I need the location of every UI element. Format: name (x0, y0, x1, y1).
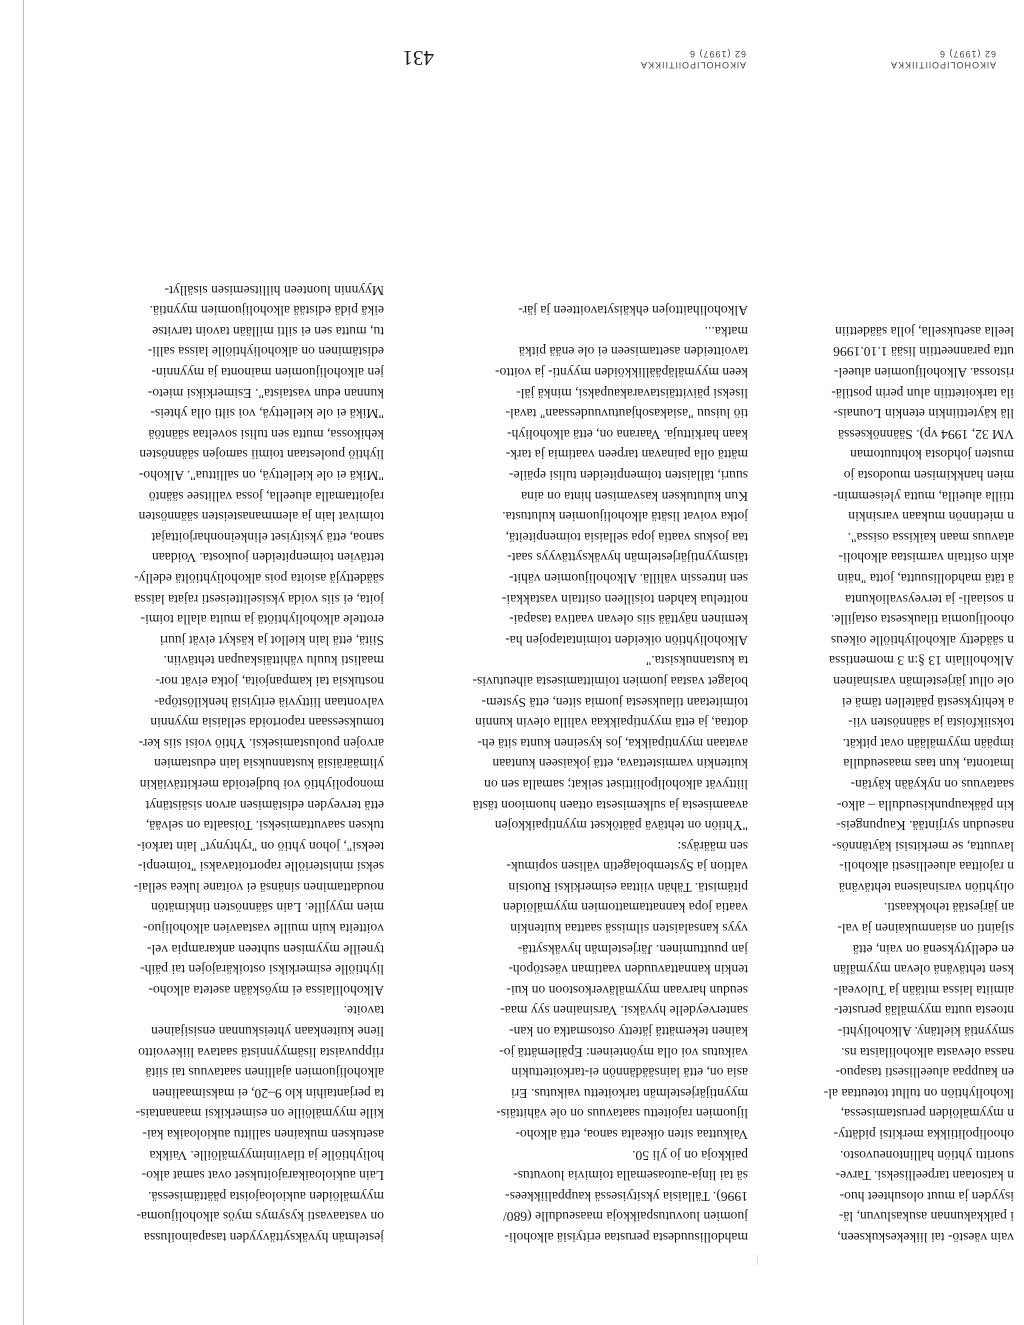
left-column-text: vain väestö- tai liikekeskukseen, i paikkakunnan asukasluvun, lä- isyyden ja muut olosuhteet huo- n katsotaan tarpeelliseksi. Tarve- suorittı yhtiön hallintoneuvosto. ohoolipolitiikka merkitsi pidätty- n myymälöiden perustamisessa, lkoholiyhtiön on tullut toteuttaa al- en kauppaa alueellisesti tasapuo- nassa olevasta alkoholilaista ns. smyyntiä kieltäny. Alkoholiyhti- ntoesta uutta myymälää perustet- aimiita laissa mitään ja Tuloveal- ksen tehtävänä olevan myymälän en edellytyksenä on vain, että sijainti on asianmukainen ja val- an järjestää tehokkaasti. olıyhtiön varsinaisena tehtävänä n rajoittaa alueellisesti alkoholi- lavuutta, se merkitsisi käytännös- naseudun syrjintää. Kaupungeis- kin pääkaupunkiseudulla – alko- saatavuus on nykyään käytän- lmatonta, kun taas maaseudulla impään myymälään ovat pitkät. toksiikfoista ja säännösten vii- a kehityksestä päätellen tämä ei ole ollut järjestelmän varsinainen Alkoholilain 13 §:n 3 momentissa n säädetty alkoholiyhtiölle oikeus ohoolijuomia tilauksesta ostajille. n sosiaali- ja terveysvaliokunta ä tätä mahdollisuutta, jotta "näin akin osittain varmistaa alkoholi- atavuus maan kaikissa osissa". n mietinnön mukaan varsinkin ttiilla alueilla, mutta yleisemmin- mien hankkimisen muodosta jo musten johdosta kohtuutoman VM 32, 1994 vp). Säännöksessä llä käytettiinkin etenkin Lounais- ila tarkoitettiin alun perin postilä- ristossa. Alkoholijuomien alueel- utta paranneettiin lisää 1.10.1996 leella asetuksella, jolla säädettiin (823, 323, 1014, 1245)
column-separator-mark (757, 1255, 758, 1265)
right-column-text: jestelmän hyväksyttävyyden tasapainoilussa on vastaavasti kysymys myös alkoholijuoma- myymälöiden aukioloajoista päättämisessä. Lain aukioloaikarajoitukset ovat samat alko- holiyhtiölle ja tilaviinimyymälöille. Vaikka asetuksen mukainen sallittu aukioloaika kai- kille myymälöille on esimerkiksi maanantais- ta perjantaihin klo 9–20, ei maksimaalinen alkoholijuomien ajallinen saatavuus tai siitä riippuvaista lisämyynnistä saatava liikevoitto liene kuitenkaan yhteiskunnan ensisijainen tavoite. Alkoholilaissa ei myöskään aseteta alkoho- liyhtiölle esimerkiksi ostoikärajojen tai päih- tyneille myymisen suhteen ankarampia vel- voitteita kuin muille vastaavien alkoholijuo- mien myyjille. Lain säännösten tinkimätön noudattaminen sinänsä ei voitane lukea sellai- seksi ministeriölle raportoitavaksi "toimenpi- teeksi", johon yhtiö on "ryhtynyt" lain tarkoi- tuksen saavuttamiseksi. Toisaalta on selvää, että terveyden edistämisen arvon sisäistänyt monopoliyhtiö voi budjetoida merkittäviäkin ylimääräisiä kustannuksia lain edustamien arvojen puolustamiseksi. Yhtiö voisi siis ker- tomuksessaan raportoida sellaisia myynnin valvontaan liittyviä erityisiä henkilöstöpa- nostuksia tai kampanjoita, jotka eivät nor- maalisti kuulu vähittäiskaupan tehtäviin. Siitä, että lain kiellot ja käskyt eivät juuri erottele alkoholiyhtiötä ja muita alalla toimi- joita, ei siis voida yksiselitteisesti rajata laissa säädettyjä asioita pois alkoholiyhtiöltä edelly- tettävien toimenpiteiden joukosta. Voidaan sanoa, että yksityiset elinkeinonharjoittajat toimivat lain ja alemmanasteisten säännösten rajoittamalla alueella, jossa vallitsee sääntö "Mikä ei ole kiellettyä, on sallittua". Alkoho- liyhtiö puolestaan toimii samojen säännösten kehikossa, mutta sen tulisi soveltaa sääntöä "Mikä ei ole kiellettyä, voi silti olla yhteis- kunnan edun vastaista". Esimerkiksi mieto- jen alkoholijuomien mainonta ja myynnin- edistäminen on alkoholiyhtiölle laissa salli- tu, mutta sen ei silti millään tavoin tarvitse eikä pidä edistää alkoholijuomien myyntiä. Myynnin luonteen hillitsemisen sisällyt- (133, 282, 384, 1245)
page-number: 431 (402, 46, 434, 70)
running-head-middle: AlKOHOLIPOlITIIKKA 62 (1997) 6 (639, 49, 746, 70)
running-head-left: AlKOHOLIPOlITIIKKA 62 (1997) 6 (889, 49, 996, 70)
page-edge-rule (23, 0, 24, 1325)
middle-column-text: mahdollisuudesta perustaa erityisiä alkoholi- juomien luovutuspaikkoja maaseudulle (680/ 1996). Tällaisia yksityisessä kauppaliikkees- sä tai linja-autoasemalla toimivia luovutus- paikkoja on jo yli 50. Vaikuttaa siten oikealta sanoa, että alkoho- lijuomien rajoitettu saatavuus on ole vähittäis- myyntijärjestelmän tarkoitettu vaikutus. Eri asia on, että lainsäädännön ei-tarkoitettukin vaikutus voi olla myönteinen: Epäilemättä jo- kainen tekemättä jätetty ostosmatka on kan- santerveydelle hyväksi. Varsinainen syy maa- seudun harvaan myymäläverkostoon on kui- tenkin kannattavuuden vaatiman väestöpoh- jan puuttuminen. Järjestelmän hyväksyttä- vyys kansalaisten silmissä saattaa kuitenkin vaatia jopa kannattamattomien myymälöiden pitämistä. Tähän viittaa esimerkiksi Ruotsin valtion ja Systembolagetin välisen sopimuk- sen määräys: "Yhtiön on tehtävä päätökset myyntipaikkojen avaamisesta ja sulkemisesta ottaen huomioon tästä liittyvät alkoholipoliittiset seikat; samalla sen on kuitenkin varmistettava, että jokaiseen kuntaan avataan myyntipaikka, jos kyseinen kunta sitä eh- dottaa, ja että myyntipaikkaa valilla olevin kunnin toimitetaan tilauksesta juomia siten, että System- bolaget vastaa juomien toimittamisesta aiheutuvis- ta kustannuksista." Alkoholiyhtiön oikeiden toimintatapojen ha- keminen näyttää siis olevan vaativa tasapai- noittelua kahden toisilleen osittain vastakkai- sen intressin välillä. Alkoholijuomien vähit- täismyyntijärjestelmän hyväksyttävyys saat- taa joskus vaatia jopa sellaisia toimenpiteitä, jotka voivat lisätä alkoholijuomien kulutusta. Kun kulutuksen kasvamisen hinta on aina suuri, tällaisten toimenpiteiden tulisi epäile- mättä olla painavan tarpeen vaatimia ja tark- kaan harkittuja. Vaarana on, että alkoholiyh- tiö luisuu "asiakasohjautuvuudessaan" taval- liseksi päivittäistavarakaupaksi, minkä jäl- keen myymäläpäällikköiden myynti- ja voitto- tavoitteiden asettamiseen ei ole enää pitkä matka... Alkoholihaittojen ehkäisytavoitteen ja jär- (472, 303, 748, 1245)
